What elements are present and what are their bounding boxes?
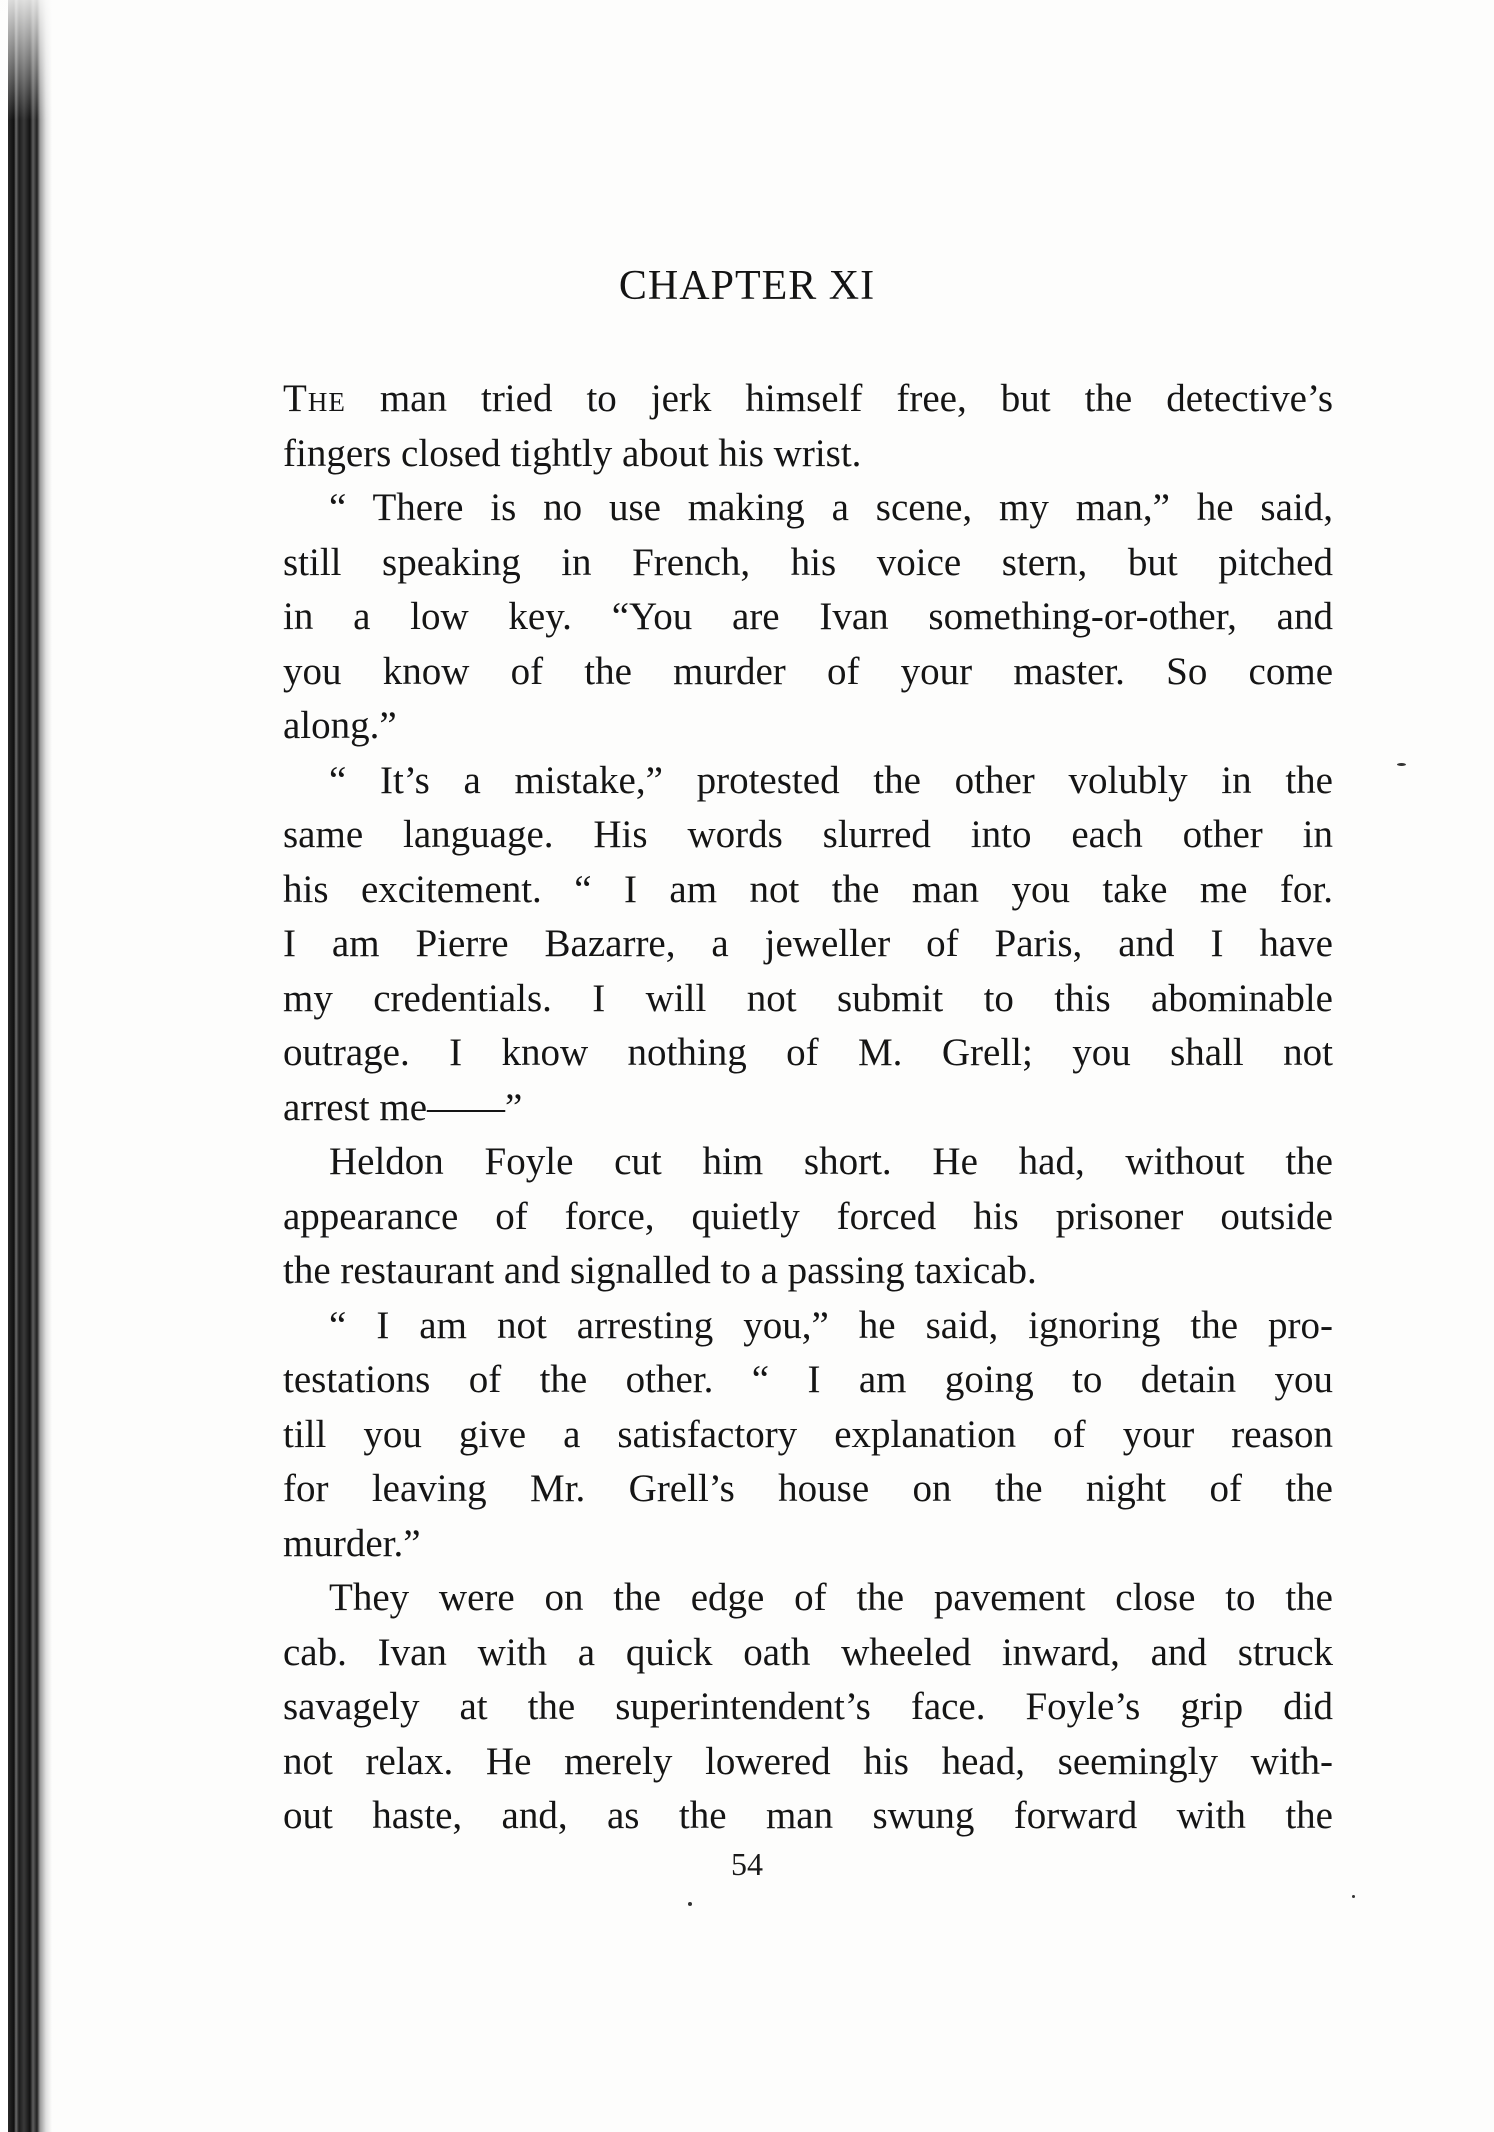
text-line: still speaking in French, his voice stern, but pitched [283, 540, 1333, 584]
text-line: testations of the other. “ I am going to detain you [283, 1358, 1333, 1401]
print-speck [1397, 763, 1406, 766]
text-line: “ It’s a mistake,” protested the other volubly in the [329, 758, 1333, 802]
text-line [283, 372, 1333, 427]
text-line: They were on the edge of the pavement close to the [329, 1576, 1333, 1619]
chapter-title: CHAPTER XI [618, 263, 876, 309]
text-line: same language. His words slurred into each other in [283, 813, 1333, 856]
text-line: fingers closed tightly about his wrist. [283, 431, 862, 475]
text-line: you know of the murder of your master. So come [283, 649, 1333, 693]
text-line: Heldon Foyle cut him short. He had, without the [329, 1140, 1333, 1183]
text-line: the restaurant and signalled to a passing taxicab. [283, 1249, 1037, 1292]
text-line: murder.” [283, 1521, 421, 1565]
text-line: my credentials. I will not submit to this abominable [283, 976, 1333, 1020]
text-line: his excitement. “ I am not the man you take me for. [283, 867, 1333, 911]
text-line: I am Pierre Bazarre, a jeweller of Paris, and I have [283, 922, 1333, 965]
text-line: “ There is no use making a scene, my man,” he said, [329, 486, 1333, 529]
text-line: cab. Ivan with a quick oath wheeled inward, and struck [283, 1630, 1333, 1674]
text-line: along.” [283, 704, 397, 747]
print-speck [1352, 1895, 1355, 1898]
binding-gutter [0, 0, 64, 2132]
text-line: appearance of force, quietly forced his prisoner outside [283, 1194, 1333, 1238]
line-text: man tried to jerk himself free, but the detective’s [345, 377, 1333, 420]
page-number: 54 [731, 1846, 763, 1882]
text-line: till you give a satisfactory explanation of your reason [283, 1412, 1333, 1456]
text-line: “ I am not arresting you,” he said, ignoring the pro- [329, 1303, 1333, 1347]
body-text [283, 372, 1333, 1844]
text-line: arrest me——” [283, 1085, 523, 1129]
print-speck [688, 1902, 692, 1906]
text-line: outrage. I know nothing of M. Grell; you shall not [283, 1031, 1333, 1074]
text-line: in a low key. “You are Ivan something-or-other, and [283, 595, 1333, 638]
text-line: for leaving Mr. Grell’s house on the night of the [283, 1467, 1333, 1510]
text-line: out haste, and, as the man swung forward with the [283, 1794, 1333, 1837]
lead-word: The [283, 377, 346, 420]
text-line: not relax. He merely lowered his head, seemingly with- [283, 1739, 1333, 1783]
text-line: savagely at the superintendent’s face. Foyle’s grip did [283, 1685, 1333, 1728]
gutter-fade [0, 0, 64, 120]
